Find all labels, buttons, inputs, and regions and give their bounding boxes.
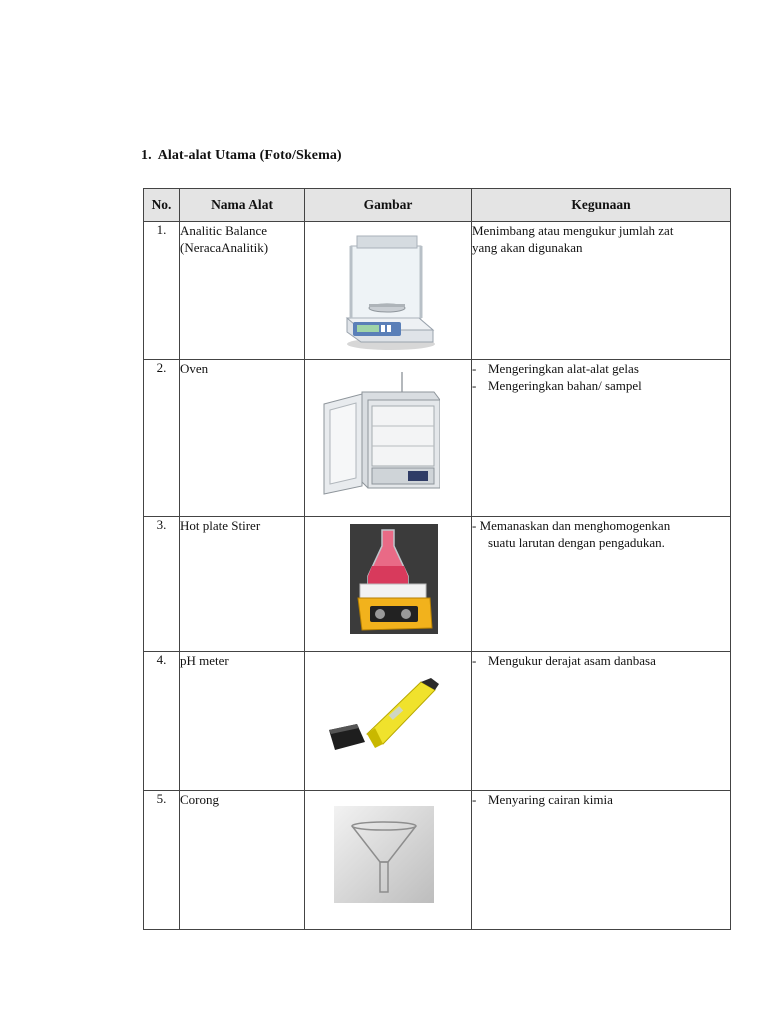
tool-image-cell [305, 652, 472, 791]
tool-name [180, 222, 305, 360]
table-row [144, 517, 731, 652]
tool-name-line: pH meter [180, 653, 229, 668]
tool-usage [472, 360, 731, 517]
usage-line: - Memanaskan dan menghomogenkan [472, 518, 671, 533]
tool-usage [472, 791, 731, 930]
usage-line: - Menyaring cairan kimia [472, 792, 613, 807]
tool-name [180, 517, 305, 652]
tool-usage [472, 517, 731, 652]
tool-usage [472, 652, 731, 791]
tool-image-cell [305, 791, 472, 930]
row-number: 2. [144, 360, 180, 517]
usage-line: Menimbang atau mengukur jumlah zat [472, 223, 674, 238]
row-number: 5. [144, 791, 180, 930]
tool-image-cell [305, 517, 472, 652]
tool-image-cell [305, 360, 472, 517]
section-title: Alat-alat Utama (Foto/Skema) [157, 148, 342, 163]
hot-plate-stirrer-photo [350, 524, 438, 634]
usage-line: - Mengeringkan alat-alat gelas [472, 361, 639, 376]
header-nama-alat: Nama Alat [180, 189, 305, 222]
row-number: 3. [144, 517, 180, 652]
row-number: 1. [144, 222, 180, 360]
tool-name-line: Hot plate Stirer [180, 518, 261, 533]
header-kegunaan: Kegunaan [472, 189, 731, 222]
tool-name [180, 791, 305, 930]
usage-line: suatu larutan dengan pengadukan. [488, 535, 665, 550]
tool-name-line: Corong [180, 792, 219, 807]
tool-name [180, 360, 305, 517]
tool-name-line: Oven [180, 361, 209, 376]
analytical-balance-photo [341, 232, 436, 354]
glass-funnel-photo [334, 806, 434, 903]
tool-image-cell [305, 222, 472, 360]
ph-meter-photo [327, 678, 439, 758]
row-number: 4. [144, 652, 180, 791]
section-number: 1. [141, 148, 152, 163]
tools-table [143, 188, 731, 930]
table-row [144, 360, 731, 517]
table-row [144, 222, 731, 360]
tool-name [180, 652, 305, 791]
header-no: No. [144, 189, 180, 222]
section-heading [141, 148, 342, 164]
laboratory-oven-photo [316, 370, 440, 498]
tool-name-line: Analitic Balance [180, 223, 267, 238]
table-row [144, 791, 731, 930]
usage-line: yang akan digunakan [472, 240, 583, 255]
header-gambar: Gambar [305, 189, 472, 222]
usage-line: - Mengukur derajat asam danbasa [472, 653, 656, 668]
table-row [144, 652, 731, 791]
table-header-row [144, 189, 731, 222]
tool-usage [472, 222, 731, 360]
tool-name-line: (NeracaAnalitik) [180, 240, 269, 255]
usage-line: - Mengeringkan bahan/ sampel [472, 378, 642, 393]
